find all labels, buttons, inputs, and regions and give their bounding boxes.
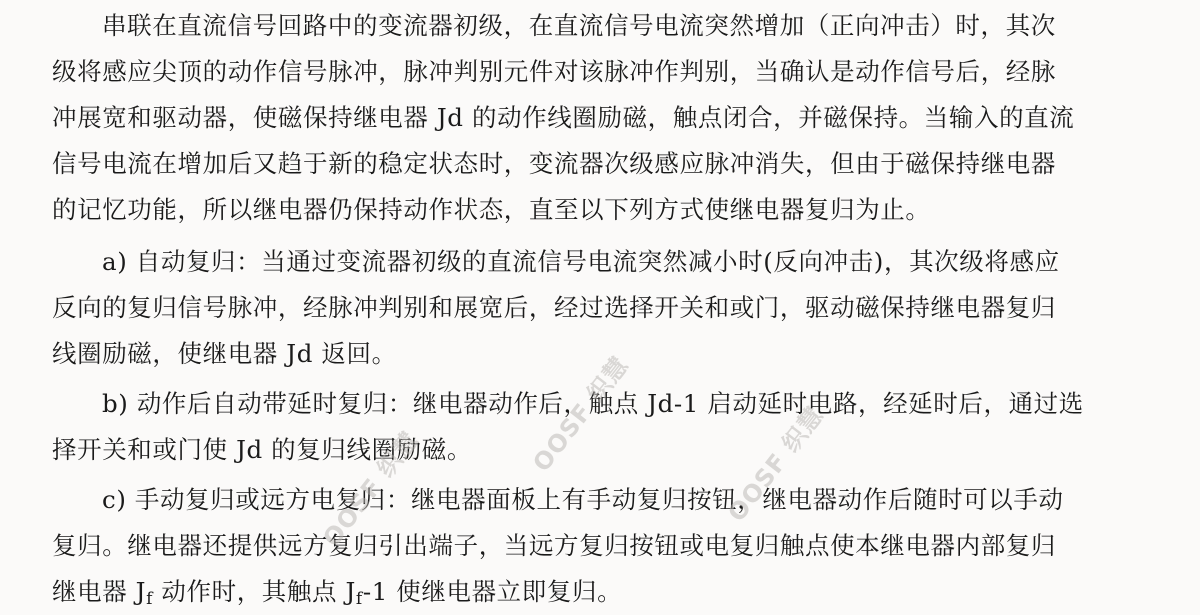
text-line-with-subscripts: [52, 569, 1150, 615]
text-run: 动作时，其触点 J: [153, 577, 356, 606]
watermark: OOSF 织慧: [317, 426, 425, 552]
text-run: 继电器 J: [52, 577, 147, 606]
watermark: OOSF 织慧: [527, 351, 635, 477]
text-line: b) 动作后自动带延时复归：继电器动作后，触点 Jd-1 启动延时电路，经延时后，通过选: [102, 389, 1084, 418]
text-line: 线圈励磁，使继电器 Jd 返回。: [52, 339, 397, 368]
text-line: 信号电流在增加后又趋于新的稳定状态时，变流器次级感应脉冲消失，但由于磁保持继电器: [52, 149, 1056, 178]
subscript: f: [146, 589, 154, 609]
paragraph-1: [52, 0, 1150, 233]
text-line: 复归。继电器还提供远方复归引出端子，当远方复归按钮或电复归触点使本继电器内部复归: [52, 531, 1056, 560]
text-line: 冲展宽和驱动器，使磁保持继电器 Jd 的动作线圈励磁，触点闭合，并磁保持。当输入的直流: [52, 103, 1075, 132]
watermark: OOSF 织慧: [722, 401, 830, 527]
text-run: -1 使继电器立即复归。: [362, 577, 623, 606]
document-page: [52, 0, 1150, 615]
text-line: 的记忆功能，所以继电器仍保持动作状态，直至以下列方式使继电器复归为止。: [52, 195, 931, 224]
text-line: 级将感应尖顶的动作信号脉冲，脉冲判别元件对该脉冲作判别，当确认是动作信号后，经脉: [52, 57, 1056, 86]
text-line: a) 自动复归：当通过变流器初级的直流信号电流突然减小时(反向冲击)，其次级将感应: [102, 247, 1060, 276]
paragraph-auto-reset: [52, 239, 1150, 377]
text-line: 反向的复归信号脉冲，经脉冲判别和展宽后，经过选择开关和或门，驱动磁保持继电器复归: [52, 293, 1056, 322]
text-line: 串联在直流信号回路中的变流器初级，在直流信号电流突然增加（正向冲击）时，其次: [102, 11, 1056, 40]
text-line: 择开关和或门使 Jd 的复归线圈励磁。: [52, 435, 472, 464]
paragraph-delayed-reset: [52, 381, 1150, 473]
paragraph-manual-reset: [52, 477, 1150, 615]
subscript: f: [355, 589, 363, 609]
text-line: c) 手动复归或远方电复归：继电器面板上有手动复归按钮，继电器动作后随时可以手动: [102, 485, 1064, 514]
